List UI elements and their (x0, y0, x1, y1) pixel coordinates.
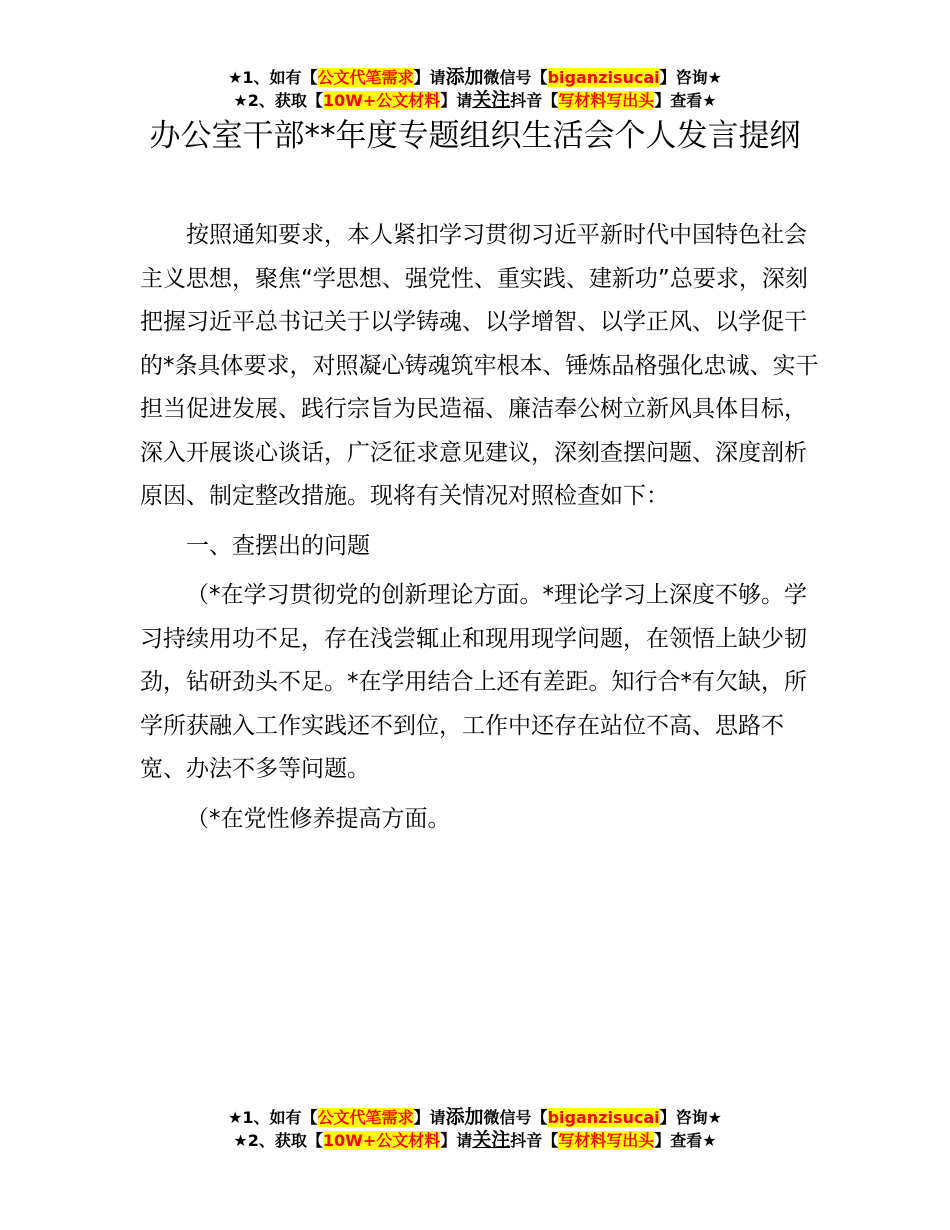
banner-highlight-wechat-id: biganzisucai (547, 1108, 660, 1127)
banner-line-1 (0, 66, 950, 89)
banner-text: 抖音【 (510, 91, 559, 110)
document-title: 办公室干部**年度专题组织生活会个人发言提纲 (149, 118, 801, 154)
banner-text: 】请 (413, 68, 446, 87)
body-paragraph: （*在党性修养提高方面。 (186, 805, 451, 832)
document-body (140, 214, 820, 847)
banner-text: ★1、如有【 (228, 68, 318, 87)
banner-line-1 (0, 1106, 950, 1129)
banner-highlight-douyin-id: 写材料写出头 (558, 1131, 655, 1150)
banner-text: 抖音【 (510, 1131, 559, 1150)
banner-text: 】查看★ (654, 1131, 717, 1150)
footer-banner (0, 1106, 950, 1152)
banner-text: 】咨询★ (659, 1108, 722, 1127)
intro-paragraph: 按照通知要求，本人紧扣学习贯彻习近平新时代中国特色社会主义思想，聚焦“学思想、强党性、重实践、建新功”总要求，深刻把握习近平总书记关于以学铸魂、以学增智、以学正风、以学促干的*条具体要求，对照凝心铸魂筑牢根本、锤炼品格强化忠诚、实干担当促进发展、践行宗旨为民造福、廉洁奉公树立新风具体目标，深入开展谈心谈话，广泛征求意见建议，深刻查摆问题、深度剖析原因、制定整改措施。现将有关情况对照检查如下： (140, 222, 819, 509)
banner-emphasis: 关注 (472, 89, 511, 111)
banner-emphasis: 关注 (472, 1129, 511, 1151)
banner-line-2 (0, 1129, 950, 1152)
banner-highlight: 公文代笔需求 (317, 68, 414, 87)
banner-highlight: 公文代笔需求 (317, 1108, 414, 1127)
banner-emphasis: 添加 (445, 66, 484, 88)
banner-line-2 (0, 89, 950, 112)
banner-text: 】请 (413, 1108, 446, 1127)
banner-text: ★2、获取【 (233, 91, 323, 110)
banner-text: 】请 (440, 91, 473, 110)
banner-emphasis: 添加 (445, 1106, 484, 1128)
banner-text: 】请 (440, 1131, 473, 1150)
banner-highlight-douyin-id: 写材料写出头 (558, 91, 655, 110)
banner-text: 微信号【 (483, 68, 548, 87)
banner-highlight: 10W+公文材料 (322, 91, 441, 110)
banner-text: 】咨询★ (659, 68, 722, 87)
banner-text: 微信号【 (483, 1108, 548, 1127)
banner-highlight-wechat-id: biganzisucai (547, 68, 660, 87)
banner-text: ★1、如有【 (228, 1108, 318, 1127)
section-heading: 一、查摆出的问题 (186, 532, 370, 559)
banner-highlight: 10W+公文材料 (322, 1131, 441, 1150)
body-paragraph: （*在学习贯彻党的创新理论方面。*理论学习上深度不够。学习持续用功不足，存在浅尝辄止和现用现学问题，在领悟上缺少韧劲，钻研劲头不足。*在学用结合上还有差距。知行合*有欠缺，所学所获融入工作实践还不到位，工作中还存在站位不高、思路不宽、办法不多等问题。 (140, 582, 807, 782)
banner-text: ★2、获取【 (233, 1131, 323, 1150)
banner-text: 】查看★ (654, 91, 717, 110)
header-banner (0, 66, 950, 112)
